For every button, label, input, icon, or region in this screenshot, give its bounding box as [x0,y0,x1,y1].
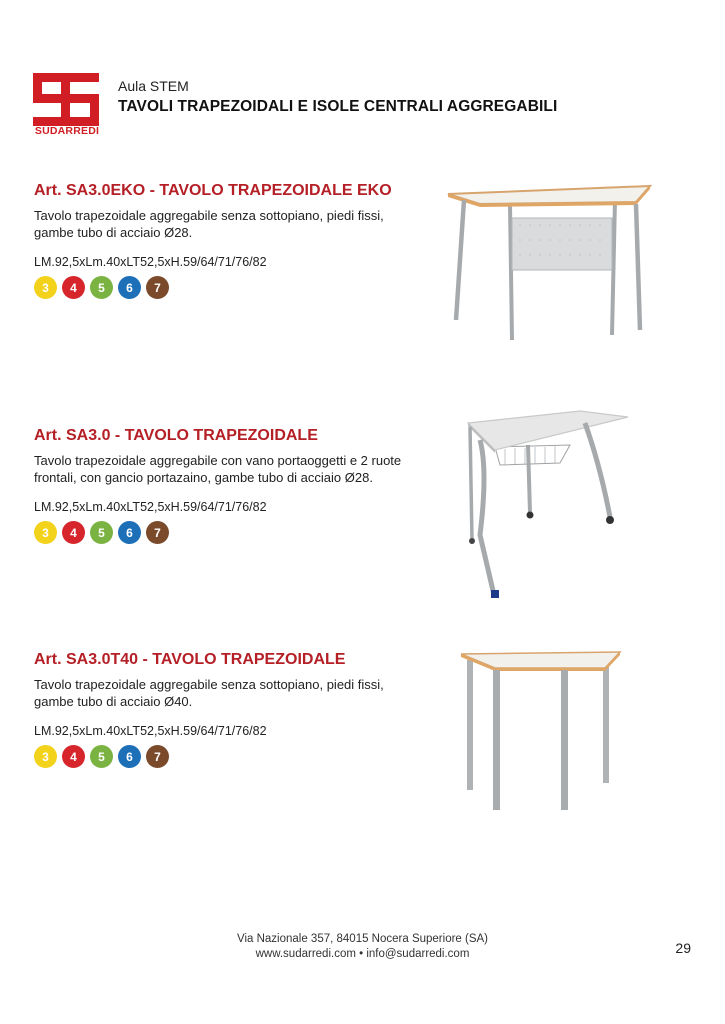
size-badge: 7 [146,745,169,768]
size-badge: 5 [90,521,113,544]
size-badge: 3 [34,521,57,544]
product-block-sa3-0t40 [34,651,429,768]
product-image-sa3-0t40 [455,648,625,813]
size-badges [34,276,429,299]
size-badge: 7 [146,521,169,544]
product-dimensions: LM.92,5xLm.40xLT52,5xH.59/64/71/76/82 [34,255,267,269]
size-badge: 4 [62,521,85,544]
product-description: Tavolo trapezoidale aggregabile senza sottopiano, piedi fissi, gambe tubo di acciaio Ø28. [34,208,384,240]
size-badge: 6 [118,521,141,544]
product-description: Tavolo trapezoidale aggregabile con vano portaoggetti e 2 ruote frontali, con gancio portazaino, gambe tubo di acciaio Ø28. [34,453,402,485]
product-title: Art. SA3.0EKO - TAVOLO TRAPEZOIDALE EKO [34,182,392,199]
page-footer [0,932,725,962]
product-block-sa3-0eko [34,182,429,299]
product-description: Tavolo trapezoidale aggregabile senza sottopiano, piedi fissi, gambe tubo di acciaio Ø40. [34,677,384,709]
footer-contacts: www.sudarredi.com • info@sudarredi.com [255,948,470,960]
page-title: TAVOLI TRAPEZOIDALI E ISOLE CENTRALI AGGREGABILI [118,98,558,115]
product-dimensions: LM.92,5xLm.40xLT52,5xH.59/64/71/76/82 [34,724,267,738]
brand-name: SUDARREDI [34,125,100,137]
footer-address: Via Nazionale 357, 84015 Nocera Superiore (SA) [236,933,489,945]
size-badge: 4 [62,276,85,299]
size-badge: 6 [118,276,141,299]
size-badges [34,521,429,544]
size-badges [34,745,429,768]
size-badge: 3 [34,745,57,768]
product-title: Art. SA3.0 - TAVOLO TRAPEZOIDALE [34,427,318,444]
page-number: 29 [675,940,691,956]
product-image-sa3-0 [460,405,635,600]
size-badge: 3 [34,276,57,299]
product-title: Art. SA3.0T40 - TAVOLO TRAPEZOIDALE [34,651,346,668]
size-badge: 5 [90,276,113,299]
product-block-sa3-0 [34,427,429,544]
product-dimensions: LM.92,5xLm.40xLT52,5xH.59/64/71/76/82 [34,500,267,514]
size-badge: 5 [90,745,113,768]
size-badge: 6 [118,745,141,768]
product-image-sa3-0eko [440,180,655,350]
size-badge: 7 [146,276,169,299]
size-badge: 4 [62,745,85,768]
page-subtitle: Aula STEM [118,78,189,94]
